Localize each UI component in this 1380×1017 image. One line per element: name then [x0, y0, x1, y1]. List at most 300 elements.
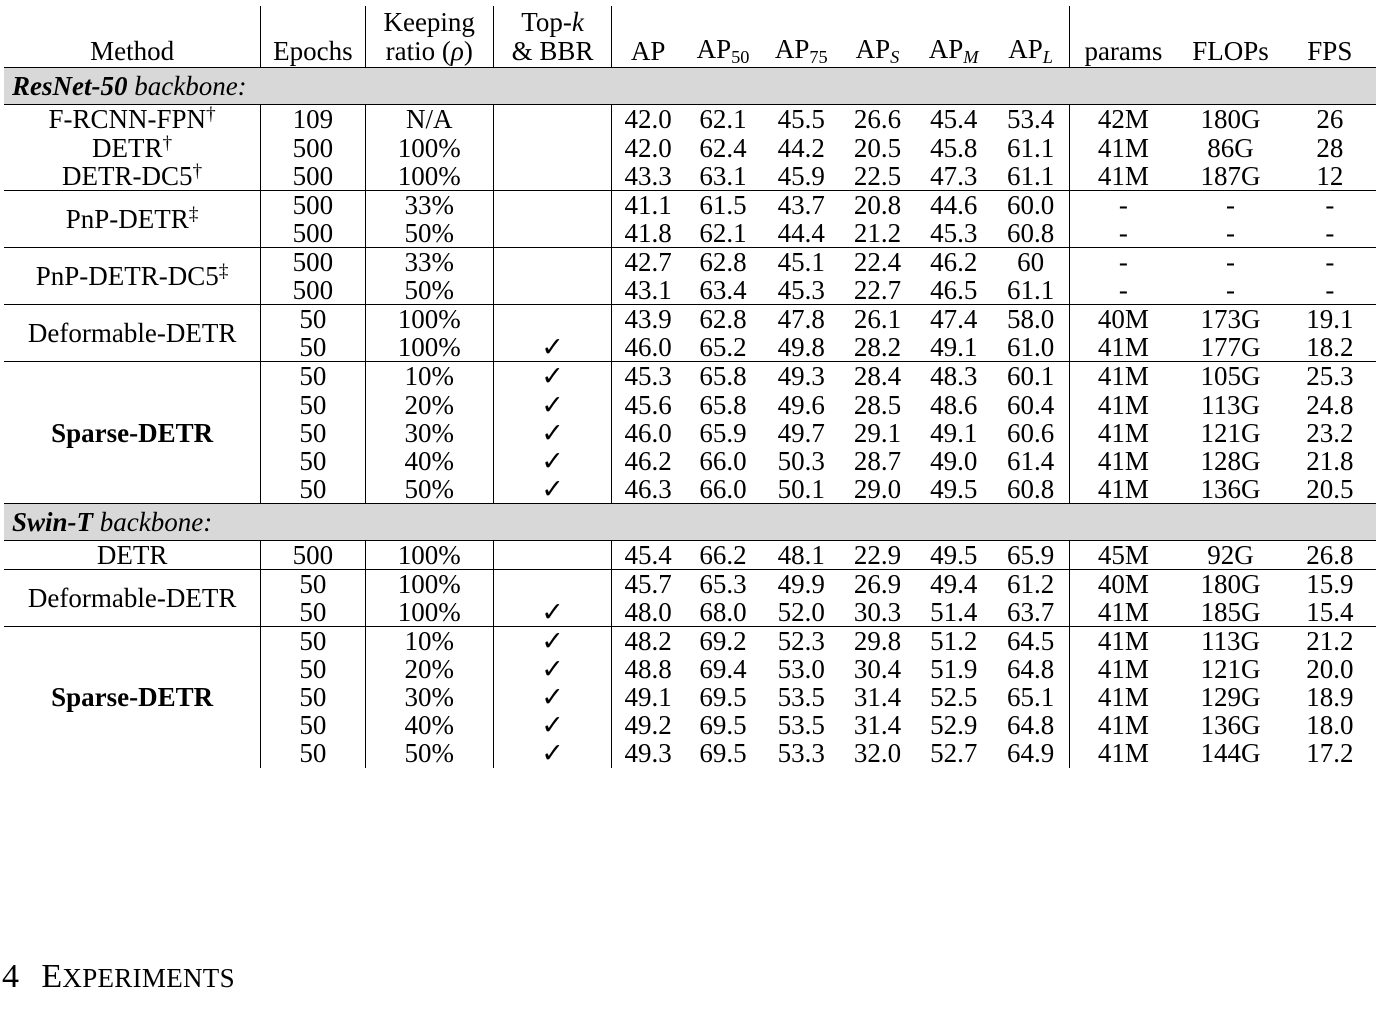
cell-ap50: 69.5: [699, 682, 747, 713]
apl-base: AP: [1008, 33, 1043, 64]
cell-apl: 53.4: [1007, 104, 1055, 135]
cell-apl: 61.1: [993, 276, 1069, 305]
col-header-ap: [612, 6, 684, 68]
cell-flops: 136G: [1200, 710, 1261, 741]
table-body: [4, 68, 1376, 768]
cell-ap75: 49.8: [762, 333, 840, 362]
col-header-apm-label: [915, 35, 993, 68]
cell-ap: 45.4: [612, 540, 684, 569]
table-row: [4, 248, 1376, 277]
cell-apm: 49.1: [915, 333, 993, 362]
table-row: [4, 134, 1376, 162]
cell-keeping-ratio: 33%: [365, 190, 493, 219]
cell-keeping-ratio: 40%: [365, 711, 493, 739]
apm-base: AP: [928, 33, 964, 64]
cell-apl: 64.8: [1007, 710, 1055, 741]
table-row: [4, 305, 1376, 334]
cell-flops: 185G: [1177, 598, 1283, 627]
cell-flops: 173G: [1200, 304, 1261, 335]
cell-apm: 52.9: [930, 710, 978, 741]
cell-flops: 121G: [1200, 654, 1261, 685]
cell-params: -: [1069, 219, 1177, 248]
cell-apm: 52.7: [930, 738, 978, 769]
cell-params: 41M: [1069, 419, 1177, 447]
cell-flops: 144G: [1200, 738, 1261, 769]
cell-ap75: 48.1: [762, 540, 840, 569]
cell-fps: 28: [1316, 132, 1344, 163]
method-name: PnP-DETR: [65, 204, 189, 235]
cell-method: [4, 134, 261, 162]
cell-keeping-ratio: 20%: [365, 655, 493, 683]
cell-apl: 61.1: [993, 162, 1069, 191]
cell-ap50: 69.4: [699, 654, 747, 685]
section-title-rest: XPERIMENTS: [62, 963, 235, 993]
cell-params: -: [1069, 190, 1177, 219]
method-name: Sparse-DETR: [51, 417, 214, 448]
cell-epochs: 109: [261, 105, 365, 134]
cell-flops: 180G: [1200, 104, 1261, 135]
cell-ap: 49.1: [612, 683, 684, 711]
cell-flops: -: [1225, 247, 1235, 278]
cell-params: 40M: [1069, 305, 1177, 334]
cell-apl: 60: [1017, 247, 1045, 278]
backbone-suffix: backbone:: [93, 506, 213, 537]
cell-apm: 48.3: [930, 361, 978, 392]
cell-epochs: 50: [261, 627, 365, 656]
cell-topk-bbr: [493, 162, 611, 191]
cell-apm: 49.5: [930, 473, 978, 504]
aps-sub: S: [890, 46, 900, 67]
cell-apl: 60.8: [1007, 473, 1055, 504]
cell-fps: 21.2: [1306, 626, 1354, 657]
cell-topk-bbr: ✓: [493, 683, 611, 711]
cell-aps: 22.9: [840, 540, 914, 569]
cell-apm: 49.0: [930, 445, 978, 476]
cell-topk-bbr: [493, 248, 611, 277]
cell-ap: 43.1: [612, 276, 684, 305]
cell-aps: 20.8: [853, 189, 902, 220]
cell-topk-bbr: ✓: [493, 333, 611, 362]
k-symbol: k: [571, 6, 584, 37]
cell-ap75: 50.1: [777, 473, 825, 504]
cell-ap50: 62.8: [699, 304, 747, 335]
col-header-flops: [1177, 6, 1283, 68]
cell-keeping-ratio: 30%: [365, 683, 493, 711]
cell-aps: 32.0: [853, 738, 902, 769]
cell-epochs: 500: [261, 248, 365, 277]
col-header-keeping-line2: [366, 37, 493, 66]
cell-fps: 21.8: [1306, 445, 1354, 476]
cell-epochs: 500: [261, 134, 365, 162]
cell-params: 42M: [1069, 105, 1177, 134]
cell-aps: 29.8: [853, 626, 902, 657]
cell-ap: 48.8: [612, 655, 684, 683]
cell-apm: 46.2: [930, 247, 978, 278]
col-header-aps: [840, 6, 914, 68]
cell-ap75: 43.7: [777, 189, 825, 220]
cell-epochs: 50: [261, 419, 365, 447]
cell-aps: 29.0: [853, 473, 902, 504]
cell-ap50: 63.4: [684, 276, 762, 305]
cell-topk-bbr: [493, 219, 611, 248]
cell-aps: 28.2: [840, 333, 914, 362]
cell-ap50: 68.0: [684, 598, 762, 627]
cell-method: [4, 190, 261, 247]
cell-apl: 61.1: [1007, 132, 1055, 163]
cell-ap75: 45.1: [777, 247, 825, 278]
cell-apl: 60.8: [993, 219, 1069, 248]
cell-apl: 58.0: [1007, 304, 1055, 335]
cell-params: 41M: [1069, 362, 1177, 391]
cell-ap50: 65.8: [699, 389, 747, 420]
cell-keeping-ratio: 50%: [365, 475, 493, 504]
col-header-fps: [1284, 6, 1376, 68]
cell-ap75: 45.9: [762, 162, 840, 191]
cell-ap: 46.3: [612, 475, 684, 504]
aps-base: AP: [855, 33, 891, 64]
cell-ap: 46.2: [612, 447, 684, 475]
cell-fps: -: [1284, 276, 1376, 305]
cell-ap50: 66.0: [699, 445, 747, 476]
cell-ap50: 65.2: [684, 333, 762, 362]
method-name: DETR: [96, 539, 168, 570]
section-title-first: E: [41, 958, 63, 995]
backbone-name: ResNet-50: [12, 71, 128, 102]
cell-epochs: 500: [261, 540, 365, 569]
cell-topk-bbr: [493, 305, 611, 334]
cell-apl: 65.1: [1007, 682, 1055, 713]
cell-keeping-ratio: 20%: [365, 391, 493, 419]
ap75-sub: 75: [809, 46, 828, 67]
col-header-epochs-label: Epochs: [273, 35, 353, 66]
cell-aps: 30.3: [840, 598, 914, 627]
backbone-group-label: [4, 68, 1376, 105]
method-footnote-marker: †: [206, 104, 216, 126]
cell-epochs: 50: [261, 391, 365, 419]
cell-apm: 45.8: [930, 132, 978, 163]
method-footnote-marker: ‡: [218, 261, 229, 283]
cell-ap: 48.2: [612, 627, 684, 656]
cell-ap: 43.9: [612, 305, 684, 334]
cell-topk-bbr: ✓: [493, 739, 611, 767]
cell-apl: 61.0: [993, 333, 1069, 362]
col-header-ap75: [762, 6, 840, 68]
cell-keeping-ratio: 100%: [365, 162, 493, 191]
col-header-ap-label: AP: [630, 35, 666, 66]
cell-params: 41M: [1069, 162, 1177, 191]
cell-params: 41M: [1069, 447, 1177, 475]
cell-method: [4, 362, 261, 503]
cell-topk-bbr: ✓: [493, 475, 611, 504]
cell-keeping-ratio: 50%: [365, 219, 493, 248]
method-name: DETR-DC5: [62, 160, 193, 191]
cell-keeping-ratio: 100%: [365, 333, 493, 362]
cell-ap75: 49.6: [777, 389, 825, 420]
cell-fps: 18.2: [1284, 333, 1376, 362]
cell-ap75: 52.3: [777, 626, 825, 657]
cell-aps: 28.4: [853, 361, 902, 392]
col-header-ap75-label: [762, 35, 840, 68]
cell-keeping-ratio: 100%: [365, 598, 493, 627]
cell-params: 41M: [1069, 391, 1177, 419]
cell-apm: 45.4: [930, 104, 978, 135]
cell-keeping-ratio: 40%: [365, 447, 493, 475]
cell-params: 41M: [1069, 333, 1177, 362]
col-header-fps-label: FPS: [1307, 35, 1353, 66]
cell-ap: 49.3: [612, 739, 684, 767]
cell-apl: 64.8: [1007, 654, 1055, 685]
col-header-epochs: [261, 6, 365, 68]
cell-apl: 60.6: [1007, 417, 1055, 448]
cell-apm: 44.6: [930, 189, 978, 220]
cell-flops: 187G: [1177, 162, 1283, 191]
cell-ap75: 49.7: [777, 417, 825, 448]
cell-apm: 47.4: [930, 304, 978, 335]
cell-topk-bbr: ✓: [493, 391, 611, 419]
cell-topk-bbr: [493, 190, 611, 219]
table-row: [4, 627, 1376, 656]
cell-keeping-ratio: 50%: [365, 739, 493, 767]
cell-apm: 51.9: [930, 654, 978, 685]
cell-ap: 42.7: [612, 248, 684, 277]
section-title: [41, 958, 235, 995]
cell-apm: 48.6: [930, 389, 978, 420]
cell-apl: 64.5: [1007, 626, 1055, 657]
cell-ap: 45.6: [612, 391, 684, 419]
cell-fps: 26: [1316, 104, 1344, 135]
col-header-ap50: [684, 6, 762, 68]
cell-topk-bbr: ✓: [493, 447, 611, 475]
cell-apm: 47.3: [915, 162, 993, 191]
cell-topk-bbr: [493, 105, 611, 134]
cell-ap50: 65.9: [699, 417, 747, 448]
ap50-base: AP: [696, 33, 732, 64]
keeping-pre: ratio (: [385, 35, 451, 66]
cell-fps: 15.4: [1284, 598, 1376, 627]
col-header-apm: [915, 6, 993, 68]
backbone-group-label: [4, 503, 1376, 540]
cell-flops: -: [1225, 189, 1235, 220]
apl-sub: L: [1042, 46, 1054, 67]
cell-flops: 113G: [1200, 626, 1260, 657]
cell-apm: 51.4: [915, 598, 993, 627]
cell-ap75: 50.3: [777, 445, 825, 476]
cell-fps: 20.5: [1306, 473, 1354, 504]
cell-keeping-ratio: 100%: [365, 540, 493, 569]
cell-ap75: 47.8: [777, 304, 825, 335]
cell-aps: 22.7: [840, 276, 914, 305]
section-number: 4: [2, 958, 20, 995]
cell-flops: 128G: [1200, 445, 1261, 476]
cell-ap50: 66.2: [684, 540, 762, 569]
cell-ap: 41.8: [612, 219, 684, 248]
cell-flops: 105G: [1200, 361, 1261, 392]
cell-ap75: 45.5: [777, 104, 825, 135]
cell-ap: 42.0: [612, 105, 684, 134]
cell-params: 41M: [1069, 475, 1177, 504]
cell-ap50: 61.5: [699, 189, 747, 220]
cell-epochs: 500: [261, 276, 365, 305]
cell-ap75: 53.5: [777, 710, 825, 741]
cell-ap50: 62.4: [699, 132, 747, 163]
cell-method: [4, 105, 261, 134]
cell-fps: -: [1325, 247, 1335, 278]
cell-ap50: 69.5: [699, 710, 747, 741]
cell-ap50: 62.1: [684, 219, 762, 248]
cell-ap: 43.3: [612, 162, 684, 191]
cell-ap: 45.3: [612, 362, 684, 391]
cell-ap50: 65.8: [699, 361, 747, 392]
col-header-flops-label: FLOPs: [1192, 35, 1269, 66]
results-table: [4, 6, 1376, 768]
cell-keeping-ratio: 100%: [365, 134, 493, 162]
cell-topk-bbr: ✓: [493, 598, 611, 627]
cell-fps: 20.0: [1306, 654, 1354, 685]
backbone-group-band: [4, 503, 1376, 540]
cell-apm: 52.5: [930, 682, 978, 713]
cell-flops: 92G: [1177, 540, 1283, 569]
col-header-apl-label: [993, 35, 1069, 68]
cell-keeping-ratio: 50%: [365, 276, 493, 305]
cell-apl: 60.4: [1007, 389, 1055, 420]
cell-params: 40M: [1069, 570, 1177, 599]
method-footnote-marker: †: [162, 132, 173, 154]
cell-epochs: 50: [261, 362, 365, 391]
cell-epochs: 50: [261, 475, 365, 504]
cell-method: [4, 162, 261, 191]
cell-ap50: 66.0: [699, 473, 747, 504]
cell-ap50: 62.8: [699, 247, 747, 278]
cell-apm: 46.5: [915, 276, 993, 305]
cell-keeping-ratio: 100%: [365, 305, 493, 334]
cell-epochs: 50: [261, 739, 365, 767]
cell-ap: 41.1: [612, 190, 684, 219]
cell-apl: 64.9: [1007, 738, 1055, 769]
cell-ap50: 69.2: [699, 626, 747, 657]
cell-params: 41M: [1069, 683, 1177, 711]
cell-flops: 86G: [1207, 132, 1254, 163]
cell-topk-bbr: [493, 540, 611, 569]
header-row: [4, 6, 1376, 68]
col-header-method: [4, 6, 261, 68]
cell-params: 41M: [1069, 598, 1177, 627]
cell-fps: 18.0: [1306, 710, 1354, 741]
cell-params: 41M: [1069, 627, 1177, 656]
cell-params: 41M: [1069, 655, 1177, 683]
cell-ap75: 49.9: [777, 569, 825, 599]
cell-aps: 26.6: [853, 104, 902, 135]
cell-flops: -: [1177, 276, 1283, 305]
cell-method: [4, 305, 261, 362]
cell-keeping-ratio: 30%: [365, 419, 493, 447]
cell-ap75: 45.3: [762, 276, 840, 305]
cell-ap: 45.7: [612, 570, 684, 599]
cell-ap: 49.2: [612, 711, 684, 739]
cell-epochs: 50: [261, 655, 365, 683]
cell-aps: 26.1: [853, 304, 902, 335]
cell-fps: 23.2: [1306, 417, 1354, 448]
cell-fps: 15.9: [1306, 569, 1354, 599]
col-header-keeping-line1: Keeping: [383, 6, 475, 37]
keeping-post: ): [463, 35, 473, 66]
table-row: [4, 190, 1376, 219]
cell-ap75: 44.2: [777, 132, 825, 163]
col-header-method-label: Method: [90, 35, 175, 66]
method-name: PnP-DETR-DC5: [35, 261, 219, 292]
cell-method: [4, 627, 261, 768]
table-header: [4, 6, 1376, 68]
cell-ap: 48.0: [612, 598, 684, 627]
col-header-topk-line1: [494, 8, 611, 37]
cell-aps: 26.9: [853, 569, 902, 599]
cell-keeping-ratio: 10%: [365, 627, 493, 656]
cell-fps: 18.9: [1306, 682, 1354, 713]
table-row: [4, 362, 1376, 391]
cell-topk-bbr: [493, 134, 611, 162]
col-header-keeping-ratio: [365, 6, 493, 68]
cell-params: 41M: [1069, 134, 1177, 162]
cell-params: -: [1069, 248, 1177, 277]
cell-params: -: [1069, 276, 1177, 305]
cell-keeping-ratio: 10%: [365, 362, 493, 391]
cell-aps: 28.5: [853, 389, 902, 420]
cell-epochs: 500: [261, 162, 365, 191]
rho-symbol: ρ: [450, 35, 464, 66]
cell-fps: 26.8: [1284, 540, 1376, 569]
cell-ap75: 53.5: [777, 682, 825, 713]
cell-apl: 63.7: [993, 598, 1069, 627]
cell-epochs: 500: [261, 190, 365, 219]
cell-topk-bbr: ✓: [493, 419, 611, 447]
col-header-ap50-label: [684, 35, 762, 68]
section-heading: [2, 958, 235, 996]
cell-epochs: 500: [261, 219, 365, 248]
cell-method: [4, 540, 261, 569]
method-name: DETR: [92, 132, 163, 163]
cell-aps: 30.4: [853, 654, 902, 685]
cell-fps: -: [1284, 219, 1376, 248]
cell-apm: 49.4: [930, 569, 978, 599]
cell-fps: 17.2: [1306, 738, 1354, 769]
paper-page: [0, 6, 1380, 1017]
cell-fps: 24.8: [1306, 389, 1354, 420]
cell-method: [4, 248, 261, 305]
cell-apl: 60.1: [1007, 361, 1055, 392]
cell-keeping-ratio: 100%: [365, 570, 493, 599]
method-footnote-marker: †: [192, 160, 203, 182]
table-row: [4, 570, 1376, 599]
cell-apl: 61.2: [1007, 569, 1055, 599]
cell-epochs: 50: [261, 598, 365, 627]
cell-ap75: 49.3: [777, 361, 825, 392]
cell-ap: 46.0: [612, 333, 684, 362]
backbone-group-band: [4, 68, 1376, 105]
cell-apm: 51.2: [930, 626, 978, 657]
cell-ap75: 53.0: [777, 654, 825, 685]
method-footnote-marker: ‡: [188, 203, 199, 225]
cell-aps: 22.5: [840, 162, 914, 191]
cell-ap75: 44.4: [762, 219, 840, 248]
cell-ap: 46.0: [612, 419, 684, 447]
ap75-base: AP: [774, 33, 810, 64]
cell-aps: 29.1: [853, 417, 902, 448]
cell-fps: 12: [1284, 162, 1376, 191]
cell-aps: 31.4: [853, 682, 902, 713]
col-header-aps-label: [840, 35, 914, 68]
cell-epochs: 50: [261, 683, 365, 711]
cell-flops: 113G: [1200, 389, 1260, 420]
cell-aps: 21.2: [840, 219, 914, 248]
